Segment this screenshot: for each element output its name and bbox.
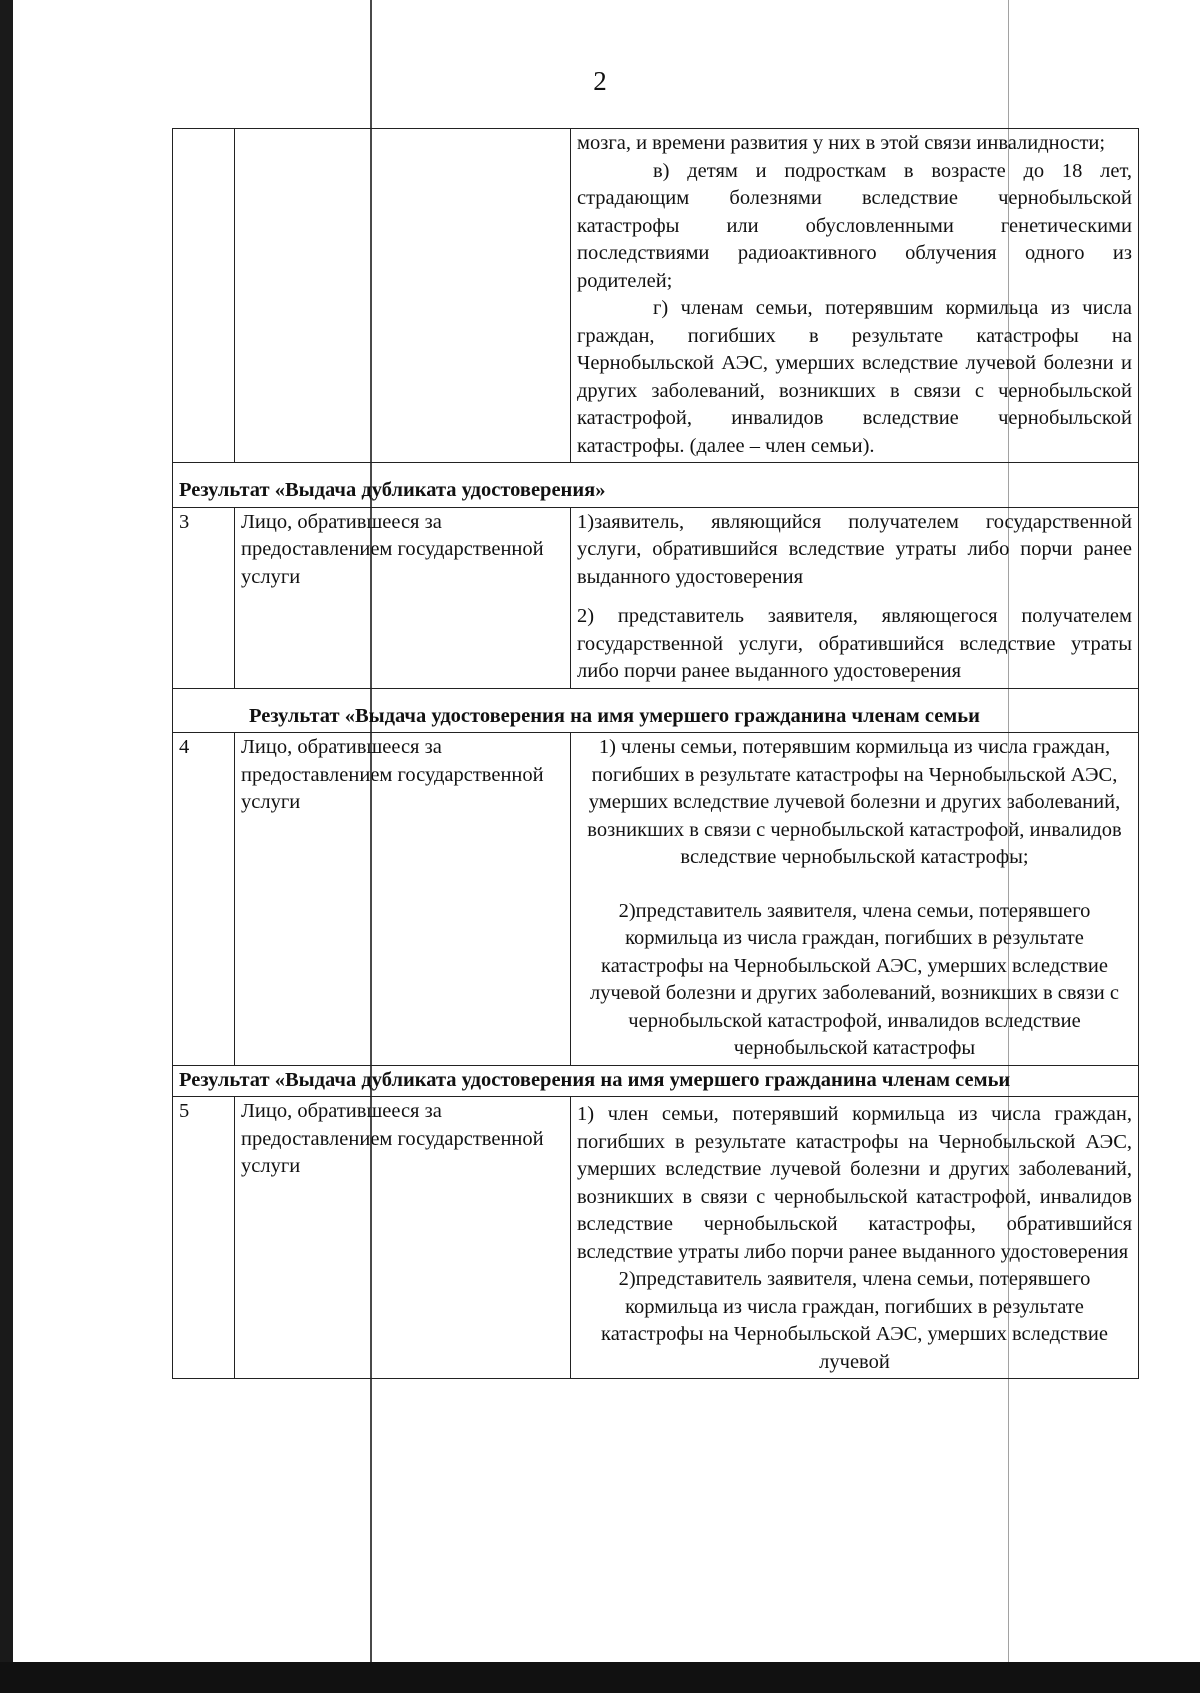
- section-heading-row: [173, 688, 1139, 733]
- row-number: 3: [173, 507, 235, 688]
- list-item: 2)представитель заявителя, члена семьи, потерявшего кормильца из числа граждан, погибших в результате катастрофы на Чернобыльской АЭС, умерших вследствие лучевой болезни и других заболеваний, возникших в связи с чернобыльской катастрофой, инвалидов вследствие чернобыльской катастрофы: [590, 899, 1119, 1059]
- table-row: [173, 733, 1139, 1066]
- paragraph: г) членам семьи, потерявшим кормильца из числа граждан, погибших в результате катастрофы на Чернобыльской АЭС, умерших вследствие лучевой болезни и других заболеваний, возникших в связи с чернобыльской катастрофой, инвалидов вследствие чернобыльской катастрофы. (далее – член семьи).: [577, 297, 1132, 457]
- scan-left-edge: [0, 0, 13, 1693]
- section-heading-row: [173, 463, 1139, 508]
- row-number: 5: [173, 1097, 235, 1379]
- applicant-description: Лицо, обратившееся за предоставлением государственной услуги: [235, 733, 571, 1066]
- section-heading-row: [173, 1065, 1139, 1097]
- section-heading: Результат «Выдача дубликата удостоверения на имя умершего гражданина членам семьи: [173, 1065, 1139, 1097]
- section-heading: Результат «Выдача дубликата удостоверения»: [173, 463, 1139, 508]
- list-item: 2)представитель заявителя, члена семьи, потерявшего кормильца из числа граждан, погибших в результате катастрофы на Чернобыльской АЭС, умерших вследствие лучевой: [601, 1268, 1108, 1373]
- list-item: 1) член семьи, потерявший кормильца из числа граждан, погибших в результате катастрофы на Чернобыльской АЭС, умерших вследствие лучевой болезни и других заболеваний, возникших в связи с чернобыльской катастрофой, инвалидов вследствие чернобыльской катастрофы, обратившийся вследствие утраты либо порчи ранее выданного удостоверения: [577, 1103, 1132, 1263]
- list-item: 1) члены семьи, потерявшим кормильца из числа граждан, погибших в результате катастрофы на Чернобыльской АЭС, умерших вследствие лучевой болезни и других заболеваний, возникших в связи с чернобыльской катастрофой, инвалидов вследствие чернобыльской катастрофы;: [587, 736, 1122, 868]
- paragraph: в) детям и подросткам в возрасте до 18 лет, страдающим болезнями вследствие чернобыльской катастрофы или обусловленными генетическими последствиями радиоактивного облучения одного из родителей;: [577, 159, 1132, 292]
- section-heading: Результат «Выдача удостоверения на имя умершего гражданина членам семьи: [173, 688, 1139, 733]
- applicant-description: Лицо, обратившееся за предоставлением государственной услуги: [235, 507, 571, 688]
- applicant-category-cell: [571, 733, 1139, 1066]
- applicants-table: [172, 128, 1139, 1379]
- applicant-category-cell: [571, 1097, 1139, 1379]
- table-row: [173, 507, 1139, 688]
- table-row: [173, 1097, 1139, 1379]
- applicant-category-cell: [571, 129, 1139, 463]
- row-number-cell: [173, 129, 235, 463]
- scan-bottom-edge: [0, 1662, 1200, 1693]
- row-number: 4: [173, 733, 235, 1066]
- applicant-description: Лицо, обратившееся за предоставлением государственной услуги: [235, 1097, 571, 1379]
- applicant-cell: [235, 129, 571, 463]
- paragraph: мозга, и времени развития у них в этой связи инвалидности;: [577, 132, 1106, 154]
- page-number: 2: [593, 66, 607, 96]
- table-row: [173, 129, 1139, 463]
- applicant-category-cell: [571, 507, 1139, 688]
- list-item: 2) представитель заявителя, являющегося получателем государственной услуги, обратившийся вследствие утраты либо порчи ранее выданного удостоверения: [577, 605, 1132, 682]
- list-item: 1)заявитель, являющийся получателем государственной услуги, обратившийся вследствие утраты либо порчи ранее выданного удостоверения: [577, 510, 1132, 588]
